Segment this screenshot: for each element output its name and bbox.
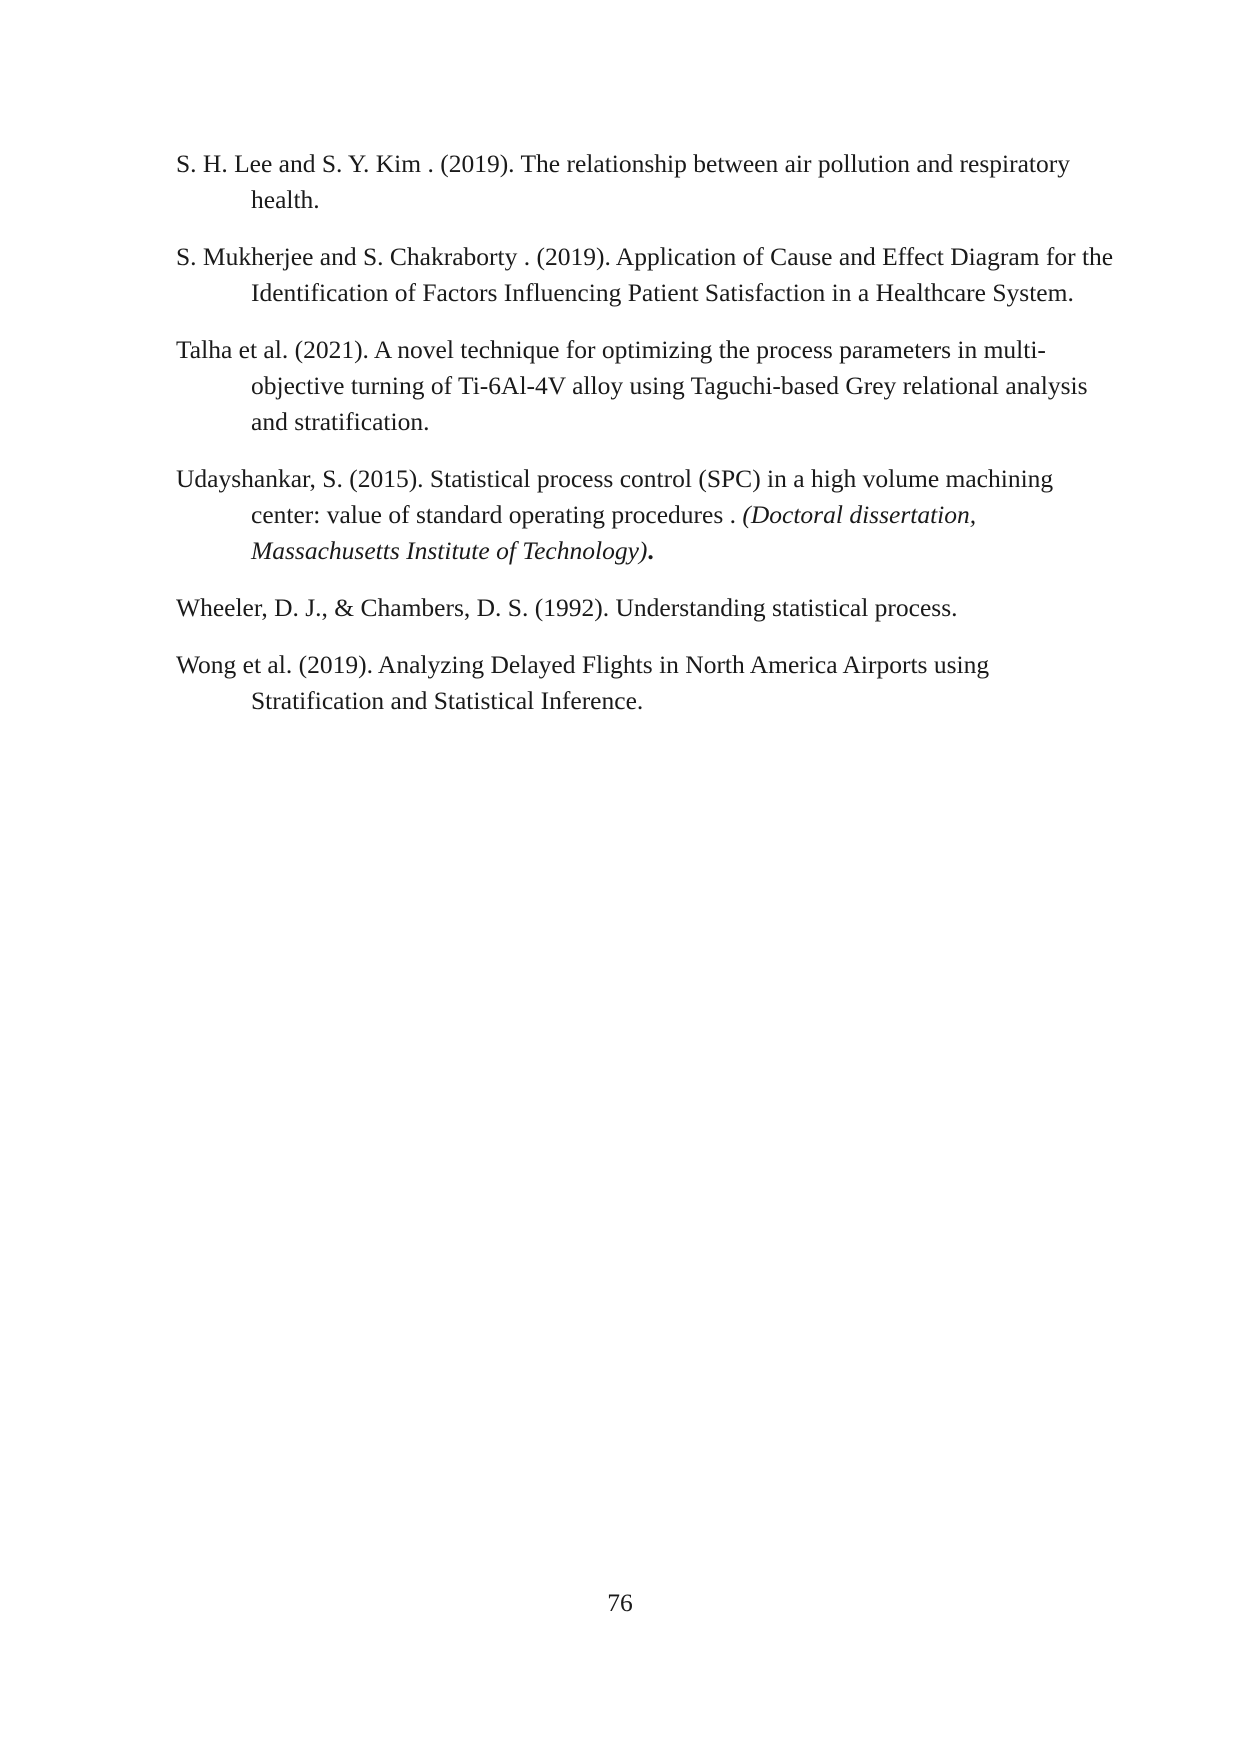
page-number: 76 [607, 1588, 633, 1617]
reference-entry [176, 146, 1126, 218]
reference-entry [176, 332, 1126, 440]
reference-text: S. Mukherjee and S. Chakraborty . (2019). Application of Cause and Effect Diagram for the Identification of Factors Influencing Patient Satisfaction in a Healthcare System. [176, 242, 1114, 307]
reference-text: Talha et al. (2021). A novel technique for optimizing the process parameters in multi-objective turning of Ti-6Al-4V alloy using Taguchi-based Grey relational analysis and stratification. [176, 335, 1088, 436]
reference-text: Udayshankar, S. (2015). Statistical process control (SPC) in a high volume machining center: value of standard operating procedures . [176, 464, 1054, 529]
reference-text: Wheeler, D. J., & Chambers, D. S. (1992). Understanding statistical process. [176, 593, 958, 622]
reference-entry [176, 647, 1126, 719]
reference-text: Wong et al. (2019). Analyzing Delayed Flights in North America Airports using Stratification and Statistical Inference. [176, 650, 990, 715]
reference-tail: . [647, 536, 654, 565]
reference-source-italic: (Doctoral dissertation, Massachusetts Institute of Technology) [251, 500, 977, 565]
reference-entry [176, 461, 1126, 569]
reference-list [176, 146, 1126, 740]
reference-text: S. H. Lee and S. Y. Kim . (2019). The relationship between air pollution and respiratory health. [176, 149, 1070, 214]
reference-entry [176, 239, 1126, 311]
reference-entry [176, 590, 1126, 626]
